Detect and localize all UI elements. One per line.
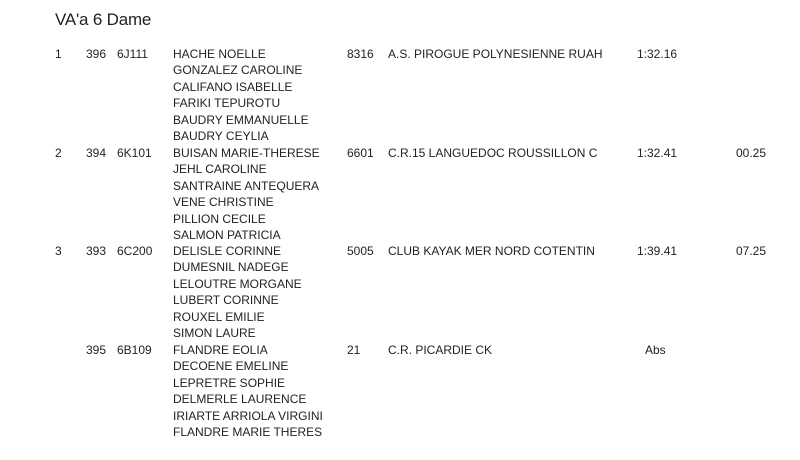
rank: 1 — [55, 47, 62, 61]
crew-member: LELOUTRE MORGANE — [173, 276, 302, 291]
time-gap: 07.25 — [736, 244, 767, 258]
club-name: C.R.15 LANGUEDOC ROUSSILLON C — [388, 146, 598, 160]
crew-member: FLANDRE EOLIA — [173, 343, 268, 357]
crew-names — [173, 46, 309, 144]
club-code: 6601 — [347, 146, 374, 160]
club-code: 8316 — [347, 47, 374, 61]
crew-member: SIMON LAURE — [173, 326, 256, 341]
race-time: Abs — [645, 343, 666, 357]
crew-names — [173, 342, 323, 440]
crew-member: DELMERLE LAURENCE — [173, 392, 307, 407]
crew-code: 6J111 — [117, 47, 148, 61]
bib-number: 393 — [86, 244, 107, 258]
crew-member: IRIARTE ARRIOLA VIRGINI — [173, 408, 323, 423]
crew-member: SALMON PATRICIA — [173, 228, 281, 243]
crew-code: 6C200 — [117, 244, 153, 258]
rank: 2 — [55, 146, 62, 160]
crew-member: SANTRAINE ANTEQUERA — [173, 178, 320, 193]
club-name: C.R. PICARDIE CK — [388, 343, 493, 357]
crew-member: ROUXEL EMILIE — [173, 309, 265, 324]
crew-member: DELISLE CORINNE — [173, 244, 282, 258]
race-time: 1:32.41 — [637, 146, 678, 160]
club-code: 21 — [347, 343, 361, 357]
club-name: A.S. PIROGUE POLYNESIENNE RUAH — [388, 47, 603, 61]
club-name: CLUB KAYAK MER NORD COTENTIN — [388, 244, 595, 258]
crew-member: DECOENE EMELINE — [173, 359, 289, 374]
rank: 3 — [55, 244, 62, 258]
crew-names — [173, 243, 302, 341]
race-time: 1:39.41 — [637, 244, 678, 258]
crew-member: LUBERT CORINNE — [173, 293, 279, 308]
crew-member: BAUDRY EMMANUELLE — [173, 112, 309, 127]
page-title: VA'a 6 Dame — [55, 10, 152, 29]
crew-member: FLANDRE MARIE THERES — [173, 425, 323, 440]
crew-member: LEPRETRE SOPHIE — [173, 375, 286, 390]
crew-names — [173, 145, 320, 243]
crew-member: VENE CHRISTINE — [173, 195, 274, 210]
crew-member: GONZALEZ CAROLINE — [173, 63, 303, 78]
crew-member: CALIFANO ISABELLE — [173, 79, 293, 94]
crew-member: FARIKI TEPUROTU — [173, 96, 281, 111]
crew-member: JEHL CAROLINE — [173, 162, 267, 177]
club-code: 5005 — [347, 244, 374, 258]
time-gap: 00.25 — [736, 146, 767, 160]
crew-code: 6K101 — [117, 146, 152, 160]
crew-member: HACHE NOELLE — [173, 47, 266, 61]
crew-member: DUMESNIL NADEGE — [173, 260, 289, 275]
bib-number: 396 — [86, 47, 107, 61]
bib-number: 395 — [86, 343, 107, 357]
race-time: 1:32.16 — [637, 47, 678, 61]
crew-code: 6B109 — [117, 343, 152, 357]
bib-number: 394 — [86, 146, 107, 160]
crew-member: PILLION CECILE — [173, 211, 266, 226]
crew-member: BUISAN MARIE-THERESE — [173, 146, 320, 160]
crew-member: BAUDRY CEYLIA — [173, 129, 269, 144]
